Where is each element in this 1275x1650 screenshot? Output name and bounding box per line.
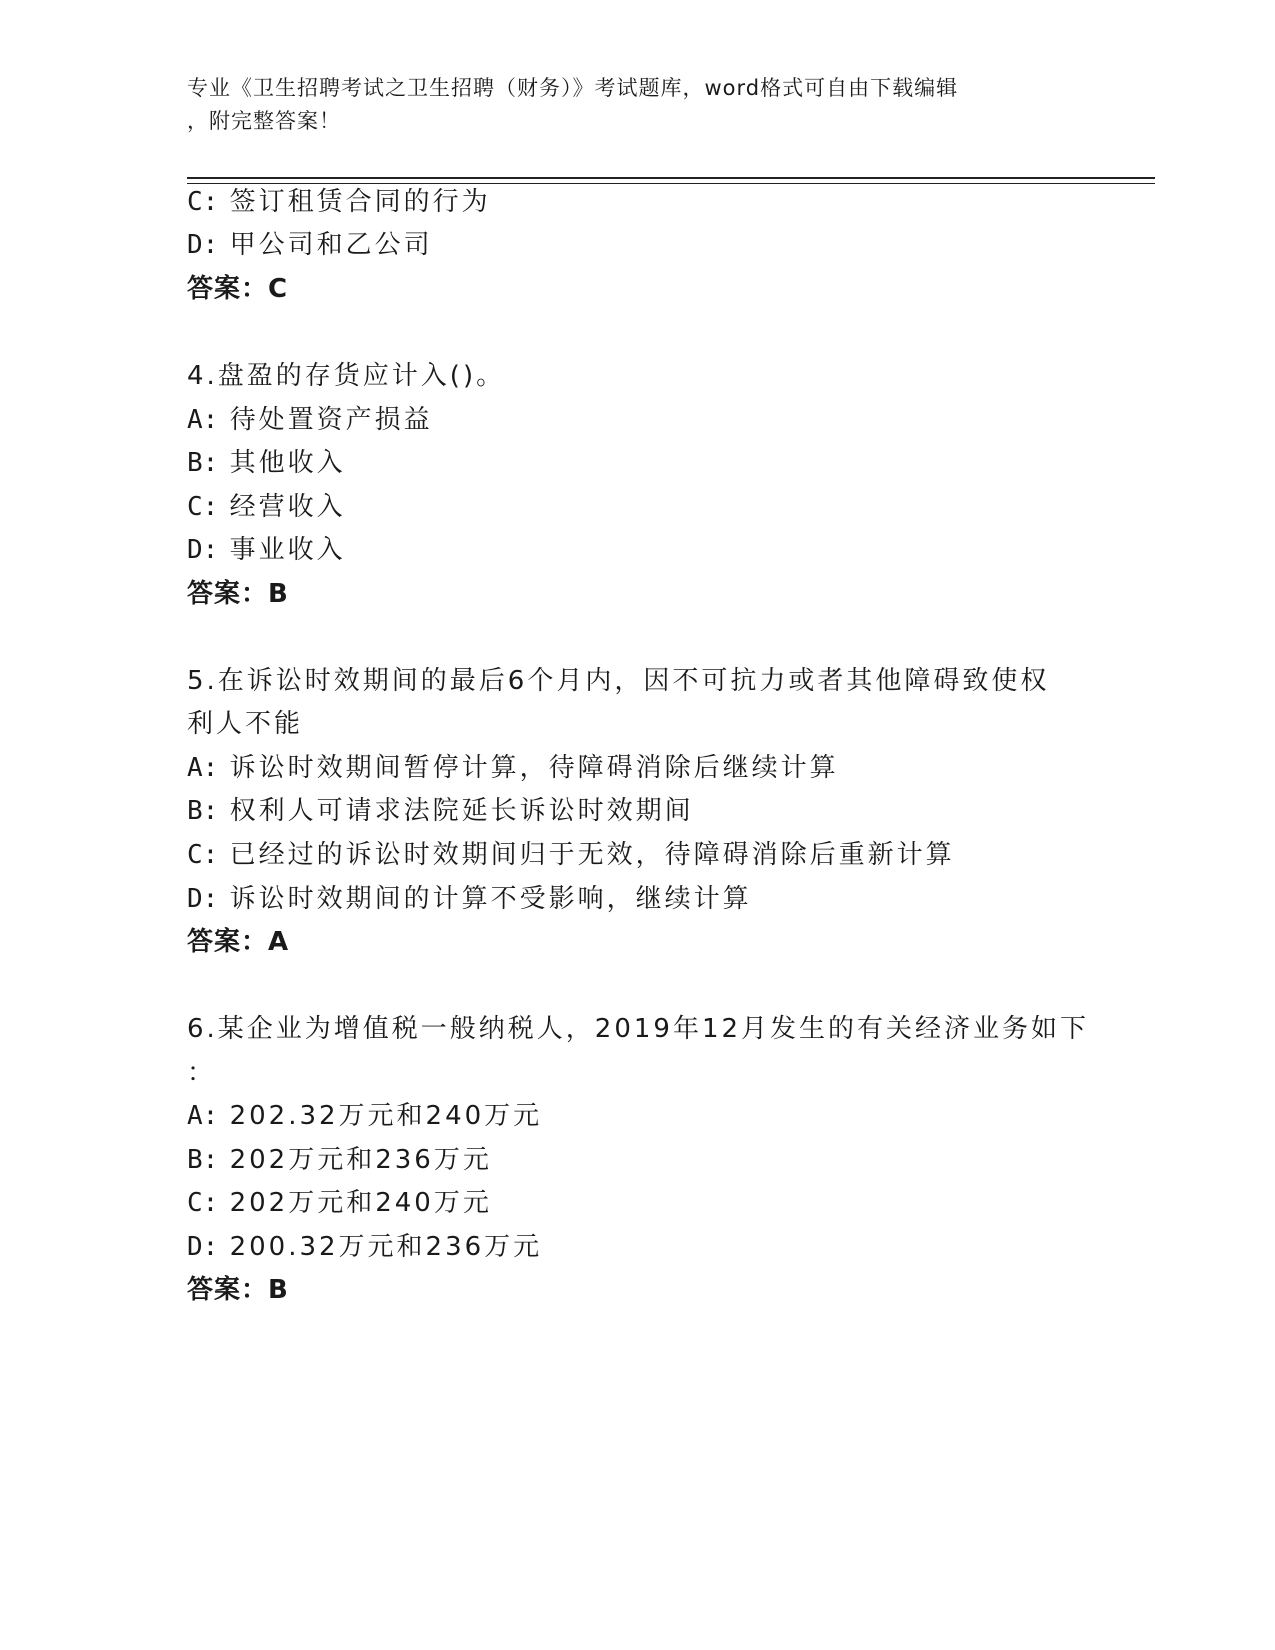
q4-option-d xyxy=(187,533,346,567)
q6-option-d-label: D: xyxy=(187,1232,219,1262)
q5-option-d xyxy=(187,882,752,916)
q5-answer: 答案：A xyxy=(187,927,290,957)
q5-stem-line-1: 5.在诉讼时效期间的最后6个月内，因不可抗力或者其他障碍致使权 xyxy=(187,666,1050,696)
q5-option-a-text: 诉讼时效期间暂停计算，待障碍消除后继续计算 xyxy=(229,753,839,783)
q5-option-b xyxy=(187,794,694,828)
q4-option-a-text: 待处置资产损益 xyxy=(229,405,433,435)
header-divider-thin xyxy=(187,183,1155,184)
q4-stem: 4.盘盈的存货应计入()。 xyxy=(187,361,506,391)
q6-option-b xyxy=(187,1143,492,1177)
header-note-line-1: 专业《卫生招聘考试之卫生招聘（财务）》考试题库，word格式可自由下载编辑 xyxy=(187,76,959,100)
q6-option-a-text: 202.32万元和240万元 xyxy=(229,1101,543,1131)
q3-option-d xyxy=(187,228,433,262)
q3-option-d-text: 甲公司和乙公司 xyxy=(229,230,433,260)
q6-option-b-text: 202万元和236万元 xyxy=(229,1145,492,1175)
q5-option-a xyxy=(187,751,839,785)
q5-stem-line-2: 利人不能 xyxy=(187,709,304,739)
q6-stem-line-1: 6.某企业为增值税一般纳税人，2019年12月发生的有关经济业务如下 xyxy=(187,1014,1090,1044)
q4-option-d-text: 事业收入 xyxy=(229,535,346,565)
q6-option-c-text: 202万元和240万元 xyxy=(229,1188,492,1218)
q6-option-d xyxy=(187,1230,542,1264)
q4-option-c xyxy=(187,490,346,524)
q3-option-d-label: D: xyxy=(187,230,219,260)
q6-answer: 答案：B xyxy=(187,1275,289,1305)
header-divider-thick xyxy=(187,177,1155,179)
q3-option-c-label: C: xyxy=(187,187,219,217)
q4-option-b-text: 其他收入 xyxy=(229,448,346,478)
q4-option-c-text: 经营收入 xyxy=(229,492,346,522)
q5-option-c-text: 已经过的诉讼时效期间归于无效，待障碍消除后重新计算 xyxy=(229,840,955,870)
q6-option-a xyxy=(187,1099,542,1133)
q6-stem-line-2: ： xyxy=(187,1058,217,1088)
q5-option-b-label: B: xyxy=(187,796,219,826)
q6-option-c-label: C: xyxy=(187,1188,219,1218)
q4-option-b xyxy=(187,446,346,480)
q4-option-d-label: D: xyxy=(187,535,219,565)
q4-option-a-label: A: xyxy=(187,405,219,435)
q4-option-b-label: B: xyxy=(187,448,219,478)
q4-answer: 答案：B xyxy=(187,579,289,609)
q5-option-b-text: 权利人可请求法院延长诉讼时效期间 xyxy=(229,796,694,826)
q3-option-c-text: 签订租赁合同的行为 xyxy=(229,187,491,217)
q3-option-c xyxy=(187,185,491,219)
header-note-line-2: ，附完整答案！ xyxy=(187,109,341,133)
q5-option-d-label: D: xyxy=(187,884,219,914)
q6-option-a-label: A: xyxy=(187,1101,219,1131)
document-header-note xyxy=(187,72,1067,138)
q4-option-a xyxy=(187,403,433,437)
q5-option-a-label: A: xyxy=(187,753,219,783)
q6-option-b-label: B: xyxy=(187,1145,219,1175)
q5-option-c-label: C: xyxy=(187,840,219,870)
q6-option-d-text: 200.32万元和236万元 xyxy=(229,1232,543,1262)
q6-option-c xyxy=(187,1186,492,1220)
q3-answer: 答案：C xyxy=(187,274,289,304)
q4-option-c-label: C: xyxy=(187,492,219,522)
q5-option-d-text: 诉讼时效期间的计算不受影响，继续计算 xyxy=(229,884,752,914)
q5-option-c xyxy=(187,838,955,872)
